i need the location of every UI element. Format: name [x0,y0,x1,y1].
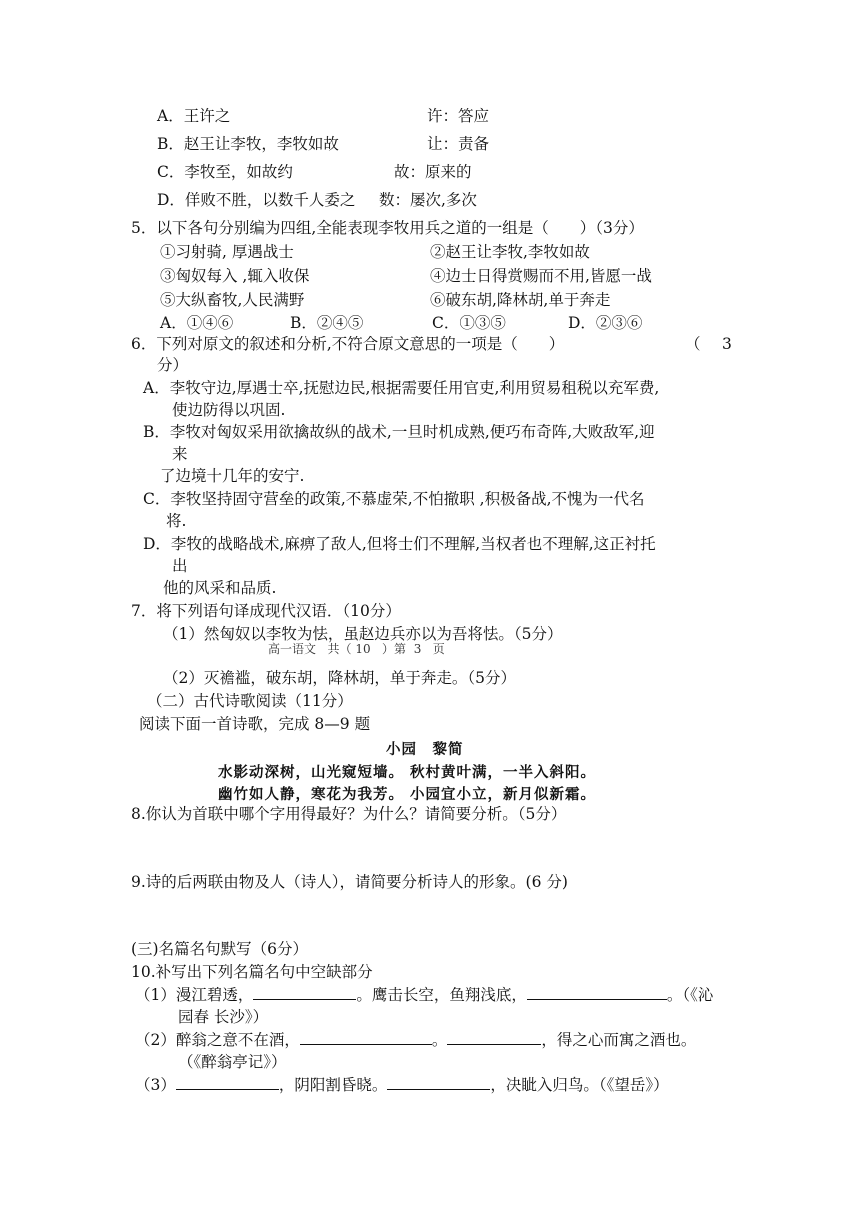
q4-option-a: A．王许之 许：答应 [157,107,490,125]
q4-option-d: D．佯败不胜，以数千人委之 数：屡次,多次 [157,191,477,209]
q6-stem: 6．下列对原文的叙述和分析,不符合原文意思的一项是（ ） [131,335,565,353]
q10-line-1: （1）漫江碧透， 。鹰击长空，鱼翔浅底， 。（《沁 [135,986,714,1004]
q4-option-c: C．李牧至，如故约 故：原来的 [157,163,472,181]
q6-score-tail: 分） [157,356,189,374]
q6-option-a-line2: 使边防得以巩固. [172,401,286,419]
q8: 8.你认为首联中哪个字用得最好？为什么？请简要分析。（5分） [131,805,567,823]
q10-line-2: （2）醉翁之意不在酒， 。 ，得之心而寓之酒也。 [135,1031,697,1049]
answer-blank[interactable] [447,1030,541,1045]
q6-option-c-line1: C．李牧坚持固守营垒的政策,不慕虚荣,不怕撤职 ,积极备战,不愧为一代名 [143,490,645,508]
q5-items-row: ③匈奴每入 ,辄入收保 ④边士日得赏赐而不用,皆愿一战 [160,267,652,285]
poem-line-2: 幽竹如人静，寒花为我芳。 小园宜小立，新月似新霜。 [218,786,597,803]
q10-stem: 10.补写出下列名篇名句中空缺部分 [131,963,373,981]
answer-blank[interactable] [253,985,356,1000]
answer-blank[interactable] [387,1075,490,1090]
answer-blank[interactable] [300,1030,432,1045]
q5-items-row: ①习射骑, 厚遇战士 ②赵王让李牧,李牧如故 [160,243,590,261]
q6-option-d-line3: 他的风采和品质. [163,579,277,597]
section-2-title: （二）古代诗歌阅读（11分） [147,692,353,710]
q6-option-a-line1: A．李牧守边,厚遇士卒,抚慰边民,根据需要任用官吏,利用贸易租税以充军费, [143,379,660,397]
q5-stem: 5．以下各句分别编为四组,全能表现李牧用兵之道的一组是（ ）（3分） [131,219,644,237]
q10-line-1-cont: 园春 长沙》） [178,1008,269,1026]
q6-option-c-line2: 将. [166,512,187,530]
q4-option-b: B．赵王让李牧，李牧如故 让：责备 [157,135,490,153]
q6-score-open: （ [685,335,701,353]
q6-option-b-line3: 了边境十几年的安宁. [160,467,305,485]
q7-sentence-2: （2）灭襜褴，破东胡，降林胡，单于奔走。（5分） [163,669,516,687]
q7-stem: 7．将下列语句译成现代汉语．（10分） [131,602,401,620]
answer-blank[interactable] [527,985,667,1000]
section-2-intro: 阅读下面一首诗歌，完成 8—9 题 [139,715,371,733]
q5-choices: A．①④⑥ B．②④⑤ C．①③⑤ D．②③⑥ [160,314,643,332]
q6-option-d-line2: 出 [172,557,188,575]
section-3-title: (三)名篇名句默写（6分） [131,940,308,958]
poem-title: 小园 黎简 [386,741,464,758]
q6-score-num: 3 [722,335,732,353]
q10-line-3: （3） ，阴阳割昏晓。 ，决眦入归鸟。（《望岳》） [135,1076,669,1094]
q9: 9.诗的后两联由物及人（诗人），请简要分析诗人的形象。(6 分) [131,873,568,891]
q7-sentence-1: （1）然匈奴以李牧为怯，虽赵边兵亦以为吾将怯。（5分） [163,625,563,643]
answer-blank[interactable] [176,1075,279,1090]
q5-items-row: ⑤大纵畜牧,人民满野 ⑥破东胡,降林胡,单于奔走 [160,291,611,309]
poem-line-1: 水影动深树，山光窥短墙。 秋村黄叶满，一半入斜阳。 [218,764,597,781]
q6-option-b-line2: 来 [172,445,188,463]
page-footer: 高一语文 共（ 10 ）第 3 页 [268,642,445,656]
q6-option-b-line1: B．李牧对匈奴采用欲擒故纵的战术,一旦时机成熟,便巧布奇阵,大败敌军,迎 [143,423,655,441]
q10-line-2-cont: （《醉翁亭记》） [178,1053,287,1071]
q6-option-d-line1: D．李牧的战略战术,麻痹了敌人,但将士们不理解,当权者也不理解,这正衬托 [143,535,656,553]
